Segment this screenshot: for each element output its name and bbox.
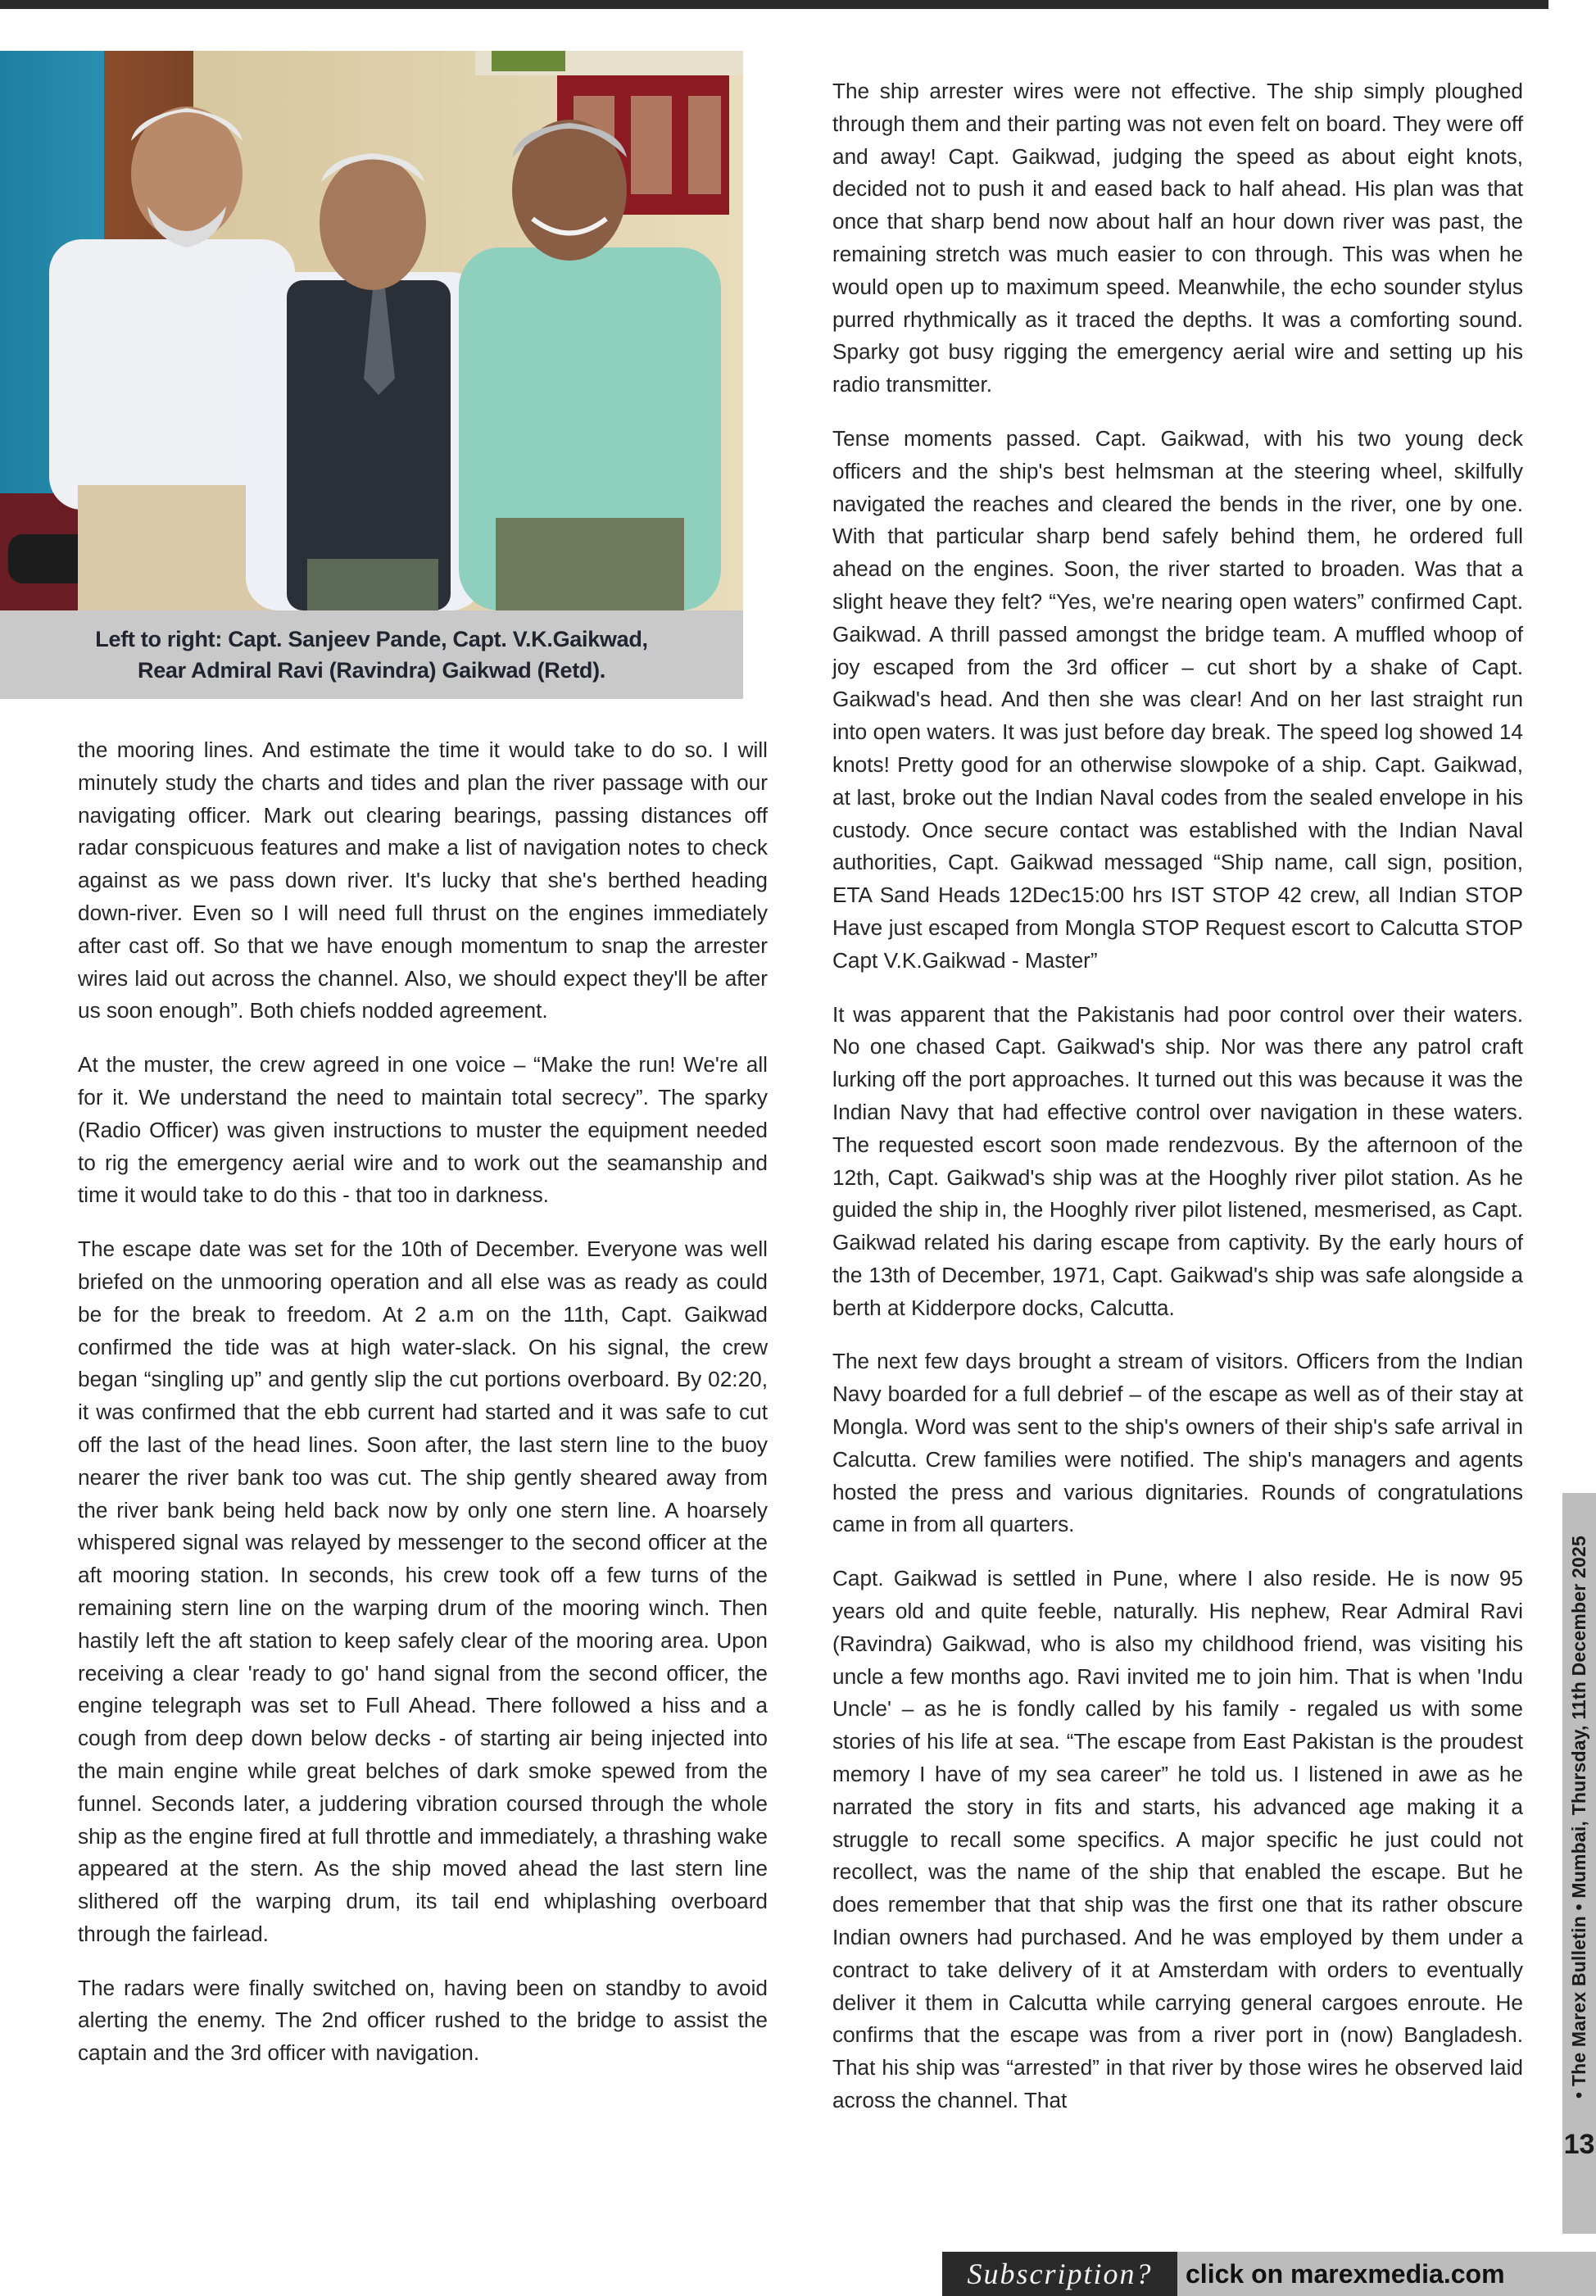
paragraph: The ship arrester wires were not effective. The ship simply ploughed through them and their parting was not even felt on board. They were off and away! Capt. Gaikwad, judging the speed as about eight knots, decided not to push it and eased back to half ahead. His plan was that once that sharp bend now about half an hour down river was past, the remaining stretch was much easier to con through. This was when he would open up to maximum speed. Meanwhile, the echo sounder stylus purred rhythmically as it traced the depths. It was a comforting sound. Sparky got busy rigging the emergency aerial wire and setting up his radio transmitter. [832,79,1523,397]
photo-caption [0,610,743,699]
paragraph: Capt. Gaikwad is settled in Pune, where I also reside. He is now 95 years old and quite feeble, naturally. His nephew, Rear Admiral Ravi (Ravindra) Gaikwad, who is also my childhood friend, was visiting his uncle a few months ago. Ravi invited me to join him. That is when 'Indu Uncle' – as he is fondly called by his family - regaled us with some stories of his life at sea. “The escape from East Pakistan is the proudest memory I have of my sea career” he told us. I listened in awe as he narrated the story in fits and starts, his advanced age making it a struggle to recall some specifics. A major specific he just could not recollect, was the name of the ship that enabled the escape. But he does remember that that ship was the first one that its rather obscure Indian owners had purchased. And he was employed by them under a contract to take delivery of it at Amsterdam with orders to eventually deliver it them in Calcutta while carrying general cargoes enroute. He confirms that the escape was from a river port in (now) Bangladesh. That his ship was “arrested” in that river by those wires he observed laid across the channel. That [832,1566,1523,2113]
paragraph: At the muster, the crew agreed in one voice – “Make the run! We're all for it. We understand the need to maintain total secrecy”. The sparky (Radio Officer) was given instructions to muster the equipment needed to rig the emergency aerial wire and to work out the seamanship and time it would take to do this - that too in darkness. [78,1052,768,1208]
group-photo [0,51,743,610]
paragraph: Tense moments passed. Capt. Gaikwad, with his two young deck officers and the ship's best helmsman at the steering wheel, skilfully navigated the reaches and cleared the bends in the river, one by one. With that particular sharp bend safely behind them, he ordered full ahead on the engines. Soon, the river started to broaden. Was that a slight heave they felt? “Yes, we're nearing open waters” confirmed Capt. Gaikwad. A thrill passed amongst the bridge team. A muffled whoop of joy escaped from the 3rd officer – cut short by a shake of Capt. Gaikwad's head. And then she was clear! And on her last straight run into open waters. It was just before day break. The speed log showed 14 knots! Pretty good for an otherwise slowpoke of a ship. Capt. Gaikwad, at last, broke out the Indian Naval codes from the sealed envelope in his custody. Once secure contact was established with the Indian Naval authorities, Capt. Gaikwad messaged “Ship name, call sign, position, ETA Sand Heads 12Dec15:00 hrs IST STOP 42 crew, all Indian STOP Have just escaped from Mongla STOP Request escort to Calcutta STOP Capt V.K.Gaikwad - Master” [832,425,1523,973]
right-column [832,75,1523,2139]
paragraph: The radars were finally switched on, having been on standby to avoid alerting the enemy. The 2nd officer rushed to the bridge to assist the captain and the 3rd officer with navigation. [78,1975,768,2066]
paragraph: The next few days brought a stream of visitors. Officers from the Indian Navy boarded for a full debrief – of the escape as well as of their stay at Mongla. Word was sent to the ship's owners of their ship's safe arrival in Calcutta. Crew families were notified. The ship's managers and agents hosted the press and various dignitaries. Rounds of congratulations came in from all quarters. [832,1349,1523,1537]
page-number: 13 [1563,2128,1595,2160]
caption-line-1: Left to right: Capt. Sanjeev Pande, Capt. V.K.Gaikwad, [95,627,648,651]
subscription-label: Subscription? [942,2252,1177,2296]
running-title [1562,1493,1596,2140]
paragraph: The escape date was set for the 10th of December. Everyone was well briefed on the unmooring operation and all else was as ready as could be for the break to freedom. At 2 a.m on the 11th, Capt. Gaikwad confirmed the tide was at high water-slack. On his signal, the crew began “singling up” and gently slip the cut portions overboard. By 02:20, it was confirmed that the ebb current had started and it was safe to cut off the last of the head lines. Soon after, the last stern line to the buoy nearer the river bank too was cut. The ship gently sheared away from the river bank being held back now by only one stern line. A hoarsely whispered signal was relayed by messenger to the second officer at the aft mooring station. In seconds, his crew took off a few turns of the remaining stern line on the warping drum of the mooring winch. Then hastily left the aft station to keep safely clear of the mooring area. Upon receiving a clear 'ready to go' hand signal from the second officer, the engine telegraph was set to Full Ahead. There followed a hiss and a cough from deep down below decks - of starting air being injected into the main engine while great belches of dark smoke spewed from the funnel. Seconds later, a juddering vibration coursed through the whole ship as the engine fired at full throttle and immediately, a thrashing wake appeared at the stern. As the ship moved ahead the last stern line slithered off the warping drum, its tail end whiplashing overboard through the fairlead. [78,1236,768,1946]
caption-line-2: Rear Admiral Ravi (Ravindra) Gaikwad (Retd). [138,658,605,683]
subscription-link[interactable]: click on marexmedia.com [1186,2258,1505,2289]
paragraph: It was apparent that the Pakistanis had poor control over their waters. No one chased Capt. Gaikwad's ship. Nor was there any patrol craft lurking off the port approaches. It turned out this was because it was the Indian Navy that had effective control over navigation in these waters. The requested escort soon made rendezvous. By the afternoon of the 12th, Capt. Gaikwad's ship was at the Hooghly river pilot station. As he guided the ship in, the Hooghly river pilot listened, mesmerised, as Capt. Gaikwad related his daring escape from captivity. By the early hours of the 13th of December, 1971, Capt. Gaikwad's ship was safe alongside a berth at Kidderpore docks, Calcutta. [832,1001,1523,1320]
top-rule [0,0,1548,9]
running-title-text: • The Marex Bulletin • Mumbai, Thursday, 11th December 2025 [1568,1535,1589,2099]
photo-illustration [0,51,743,610]
paragraph: the mooring lines. And estimate the time it would take to do so. I will minutely study the charts and tides and plan the river passage with our navigating officer. Mark out clearing bearings, passing distances off radar conspicuous features and make a list of navigation notes to check against as we pass down river. It's lucky that she's berthed heading down-river. Even so I will need full thrust on the engines immediately after cast off. So that we have enough momentum to snap the arrester wires laid out across the channel. Also, we should expect they'll be after us soon enough”. Both chiefs nodded agreement. [78,737,768,1023]
left-column [78,734,768,2091]
